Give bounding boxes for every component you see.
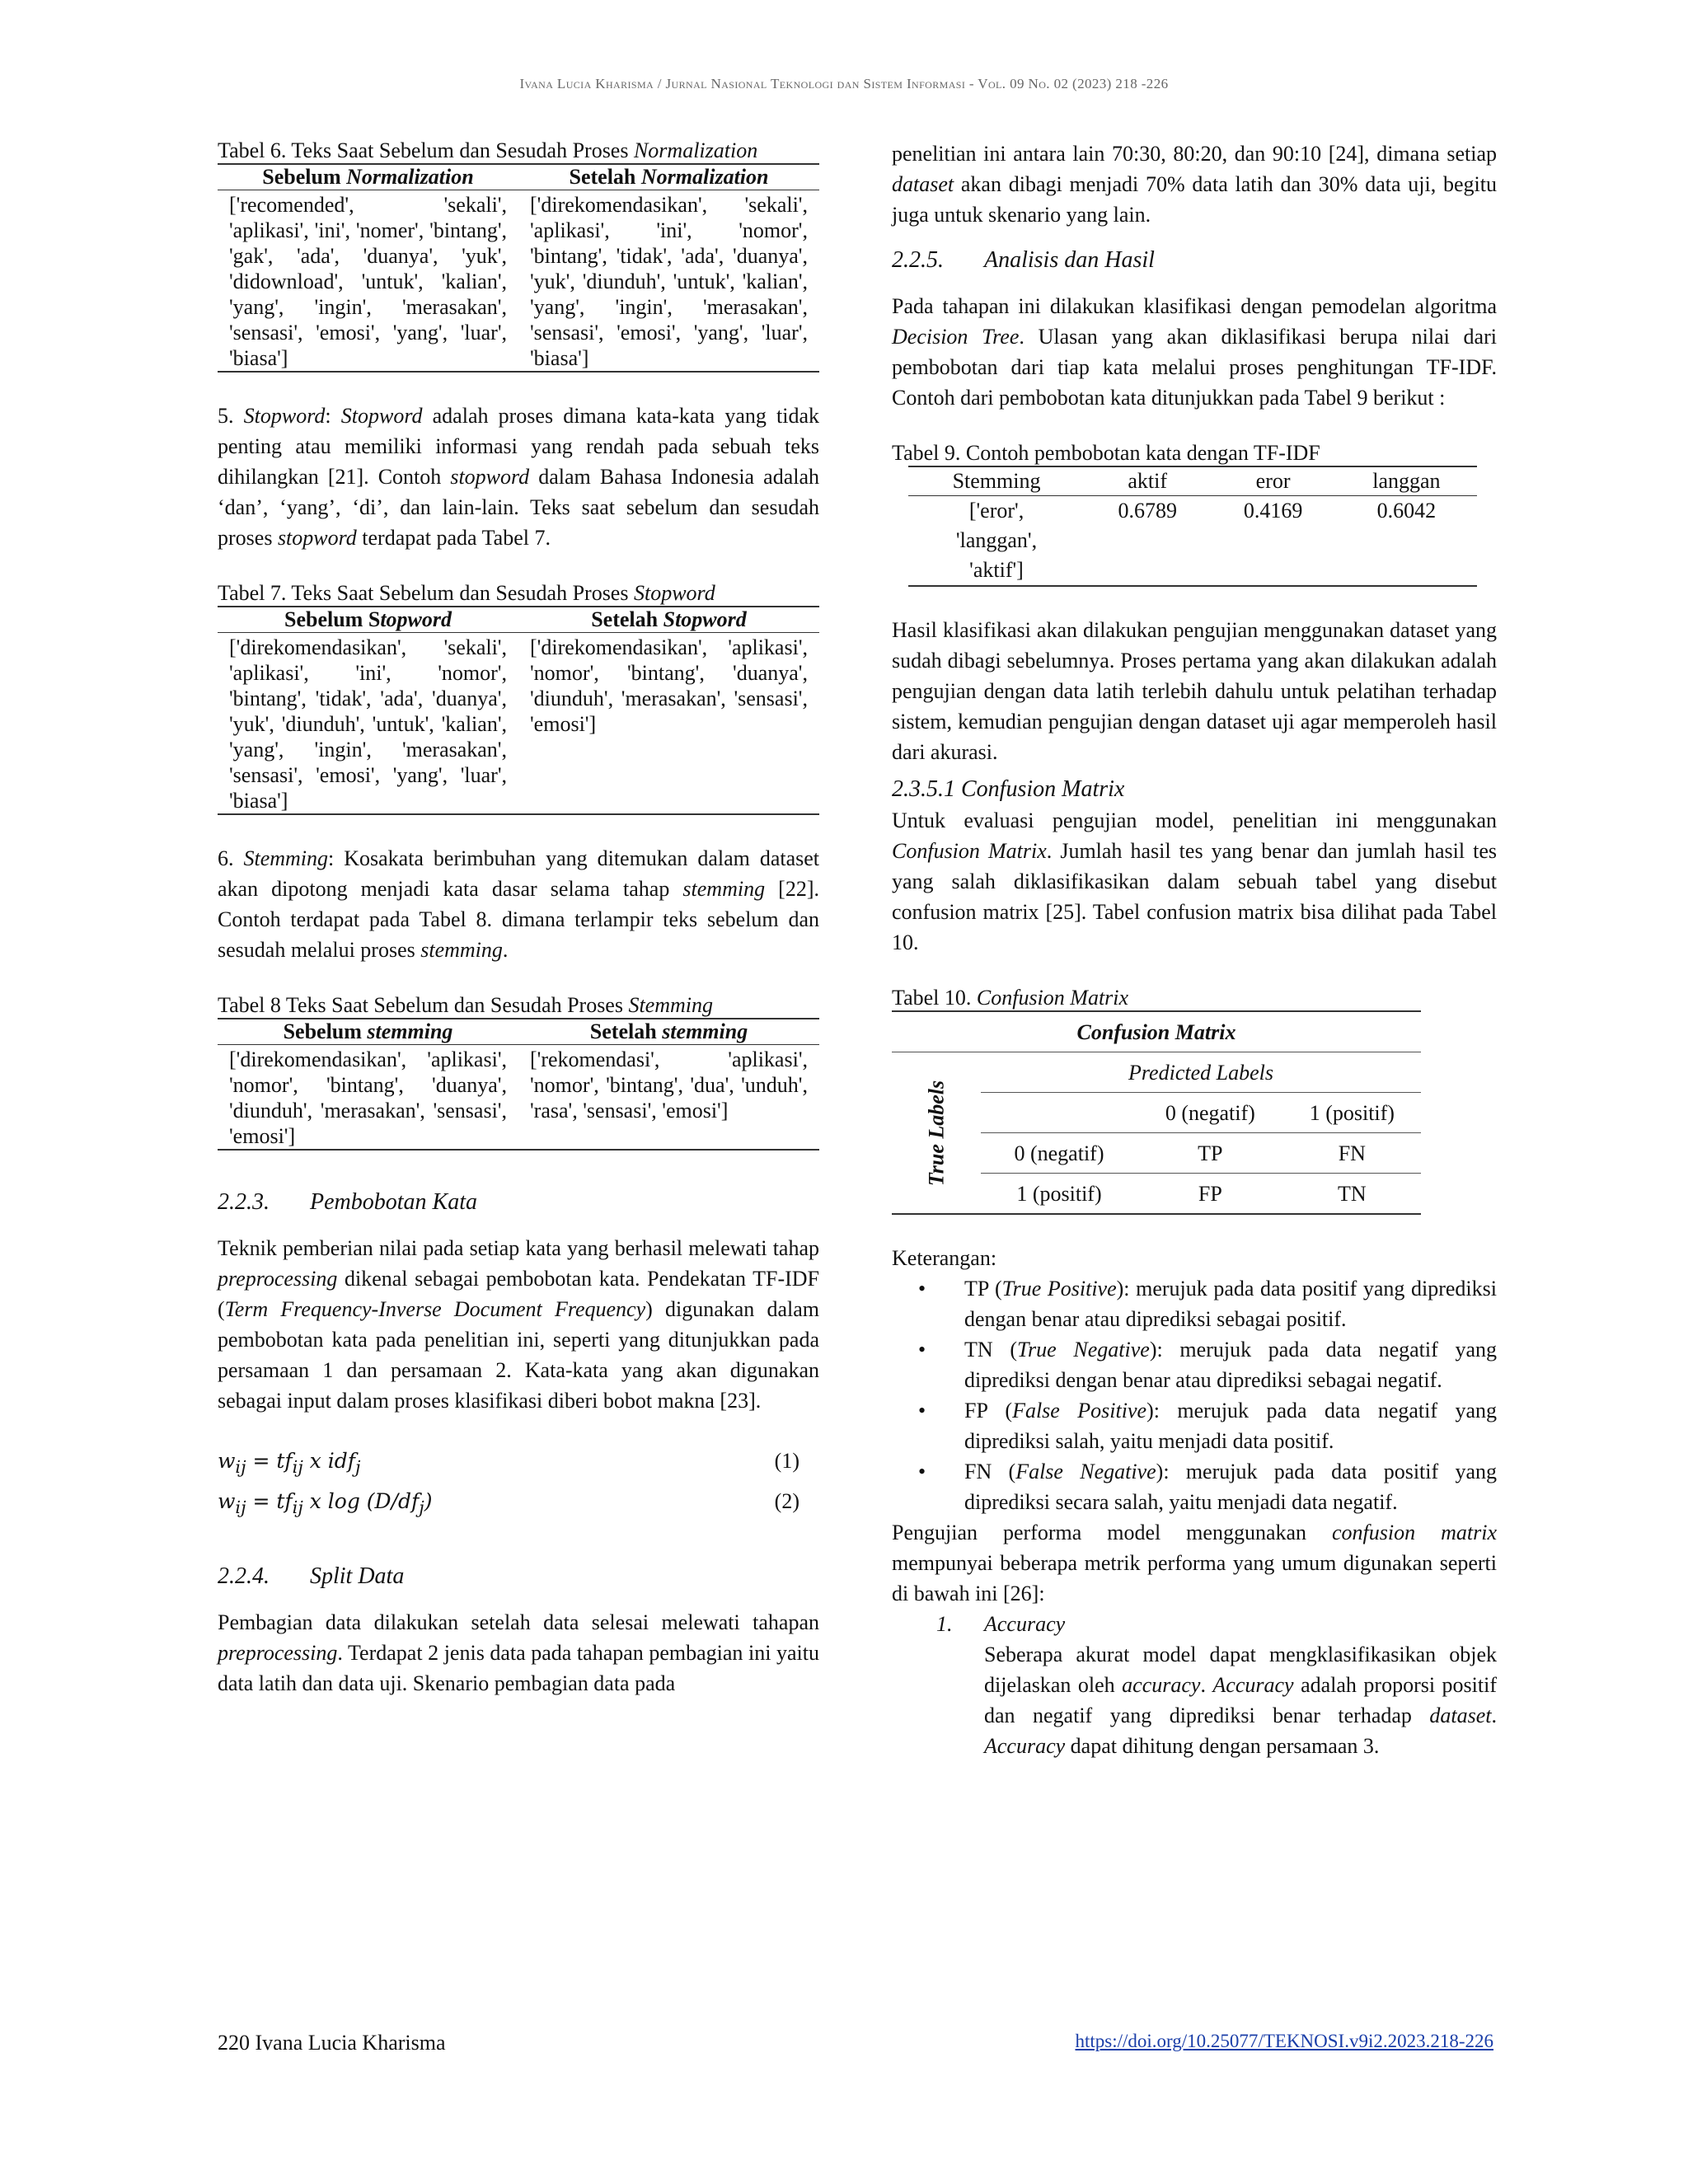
section-2-2-4-heading: 2.2.4. Split Data: [218, 1563, 405, 1589]
list-item: • FP (False Positive): merujuk pada data negatif yang diprediksi salah, yaitu menjadi data positif.: [918, 1399, 1497, 1453]
cell-fp: FP: [1198, 1181, 1222, 1206]
cell-tp: TP: [1137, 1133, 1283, 1174]
predicted-labels-header: Predicted Labels: [981, 1052, 1421, 1093]
table-8-cell-after: ['rekomendasi', 'aplikasi', 'nomor', 'bintang', 'dua', 'unduh', 'rasa', 'sensasi', 'emosi']: [530, 1047, 808, 1122]
table-9-header-aktif: aktif: [1085, 466, 1210, 496]
table-7-caption: Tabel 7. Teks Saat Sebelum dan Sesudah Proses Stopword: [218, 581, 715, 605]
confusion-matrix-title: Confusion Matrix: [892, 1011, 1421, 1052]
table-7-cell-after: ['direkomendasikan', 'aplikasi', 'nomor', 'bintang', 'duanya', 'diunduh', 'merasakan', 'sensasi', 'emosi']: [530, 635, 808, 736]
right-column: [892, 138, 1497, 1761]
table-10-caption: Tabel 10. Confusion Matrix: [892, 986, 1129, 1010]
section-2-2-5-heading: 2.2.5. Analisis dan Hasil: [892, 247, 1155, 273]
list-item: • TN (True Negative): merujuk pada data negatif yang diprediksi dengan benar atau diprediksi sebagai negatif.: [918, 1338, 1498, 1392]
results-paragraph: Hasil klasifikasi akan dilakukan pengujian menggunakan dataset yang sudah dibagi sebelumnya. Proses pertama yang akan dilakukan adalah pengujian dengan data latih terlebih dahulu untuk pelatihan terhadap sistem, kemudian pengujian dengan dataset uji agar memperoleh hasil dari akurasi.: [892, 618, 1497, 764]
table-9-cell-stemming: ['eror', 'langgan', 'aktif']: [955, 499, 1038, 582]
row-header-positive: 1 (positif): [1016, 1181, 1102, 1206]
table-9: [908, 466, 1477, 587]
stopword-paragraph: 5. Stopword: Stopword adalah proses dimana kata-kata yang tidak penting atau memiliki informasi yang rendah pada sebuah teks dihilangkan [21]. Contoh stopword dalam Bahasa Indonesia adalah ‘dan’, ‘yang’, ‘di’, dan lain-lain. Teks saat sebelum dan sesudah proses stopword terdapat pada Tabel 7.: [218, 404, 819, 550]
left-column: [218, 138, 819, 1699]
true-labels-axis: True Labels: [924, 1080, 949, 1186]
running-header: Ivana Lucia Kharisma / Jurnal Nasional Teknologi dan Sistem Informasi - Vol. 09 No. 02 (2023) 218 -226: [519, 76, 1169, 91]
list-item: • TP (True Positive): merujuk pada data positif yang diprediksi dengan benar atau diprediksi sebagai positif.: [918, 1277, 1497, 1331]
split-data-paragraph: Pembagian data dilakukan setelah data selesai melewati tahapan preprocessing. Terdapat 2 jenis data pada tahapan pembagian ini yaitu data latih dan data uji. Skenario pembagian data pada: [218, 1610, 819, 1695]
col-header-negative: 0 (negatif): [1137, 1093, 1283, 1133]
table-6: [218, 163, 819, 373]
split-data-continued: penelitian ini antara lain 70:30, 80:20, dan 90:10 [24], dimana setiap dataset akan dibagi menjadi 70% data latih dan 30% data uji, begitu juga untuk skenario yang lain.: [892, 142, 1497, 227]
stemming-paragraph: 6. Stemming: Kosakata berimbuhan yang ditemukan dalam dataset akan dipotong menjadi kata dasar selama tahap stemming [22]. Contoh terdapat pada Tabel 8. dimana terlampir teks sebelum dan sesudah melalui proses stemming.: [218, 846, 820, 962]
table-9-header-eror: eror: [1210, 466, 1335, 496]
table-10-confusion-matrix: [892, 1010, 1421, 1215]
keterangan-label: Keterangan:: [892, 1246, 997, 1270]
section-2-2-3-heading: 2.2.3. Pembobotan Kata: [218, 1189, 477, 1215]
col-header-positive: 1 (positif): [1283, 1093, 1421, 1133]
table-8: [218, 1018, 819, 1151]
table-6-cell-after: ['direkomendasikan', 'sekali', 'aplikasi', 'ini', 'nomor', 'bintang', 'tidak', 'ada', 'duanya', 'yuk', 'diunduh', 'untuk', 'kalian', 'yang', 'ingin', 'merasakan', 'sensasi', 'emosi', 'yang', 'luar', 'biasa']: [530, 193, 808, 370]
table-9-header-langgan: langgan: [1336, 466, 1477, 496]
page-footer-author: 220 Ivana Lucia Kharisma: [218, 2031, 446, 2055]
table-8-header-after: Setelah stemming: [518, 1019, 819, 1045]
weighting-paragraph: Teknik pemberian nilai pada setiap kata yang berhasil melewati tahap preprocessing dikenal sebagai pembobotan kata. Pendekatan TF-IDF (Term Frequency-Inverse Document Frequency) digunakan dalam pembobotan kata pada penelitian ini, seperti yang ditunjukkan pada persamaan 1 dan persamaan 2. Kata-kata yang akan digunakan sebagai input dalam proses klasifikasi diberi bobot makna [23].: [218, 1236, 819, 1413]
confusion-matrix-paragraph: Untuk evaluasi pengujian model, penelitian ini menggunakan Confusion Matrix. Jumlah hasil tes yang benar dan jumlah hasil tes yang salah diklasifikasikan dalam sebuah tabel yang disebut confusion matrix [25]. Tabel confusion matrix bisa dilihat pada Tabel 10.: [892, 808, 1498, 954]
list-item: • FN (False Negative): merujuk pada data positif yang diprediksi secara salah, yaitu menjadi data negatif.: [918, 1460, 1497, 1514]
cell-tn: TN: [1337, 1181, 1367, 1206]
table-9-cell-eror: 0.4169: [1243, 499, 1303, 523]
cell-fn: FN: [1283, 1133, 1421, 1174]
table-9-caption: Tabel 9. Contoh pembobotan kata dengan TF-IDF: [892, 441, 1320, 465]
equation-2: $w_{ij} = tf_{ij}$ x $\log (D/df_j)$ (2): [218, 1484, 819, 1525]
equation-1: $w_{ij} = tf_{ij}$ x idf$_j$ (1): [218, 1444, 819, 1484]
table-9-cell-aktif: 0.6789: [1118, 499, 1177, 523]
table-7: [218, 606, 819, 815]
table-7-cell-before: ['direkomendasikan', 'sekali', 'aplikasi', 'ini', 'nomor', 'bintang', 'tidak', 'ada', 'duanya', 'yuk', 'diunduh', 'untuk', 'kalian', 'yang', 'ingin', 'merasakan', 'sensasi', 'emosi', 'yang', 'luar', 'biasa']: [229, 635, 507, 813]
table-8-cell-before: ['direkomendasikan', 'aplikasi', 'nomor', 'bintang', 'duanya', 'diunduh', 'merasakan', 'sensasi', 'emosi']: [229, 1047, 507, 1148]
row-header-negative: 0 (negatif): [981, 1133, 1137, 1174]
equation-1-number: (1): [774, 1449, 799, 1473]
doi-link[interactable]: https://doi.org/10.25077/TEKNOSI.v9i2.2023.218-226: [1075, 2031, 1493, 2051]
section-2-3-5-1-heading: 2.3.5.1 Confusion Matrix: [892, 776, 1125, 802]
accuracy-paragraph: Seberapa akurat model dapat mengklasifikasikan objek dijelaskan oleh accuracy. Accuracy adalah proporsi positif dan negatif yang diprediksi benar terhadap dataset. Accuracy dapat dihitung dengan persamaan 3.: [984, 1643, 1497, 1758]
table-7-header-before: Sebelum Stopword: [218, 607, 518, 633]
analysis-paragraph: Pada tahapan ini dilakukan klasifikasi dengan pemodelan algoritma Decision Tree. Ulasan yang akan diklasifikasi berupa nilai dari pembobotan dari tiap kata melalui proses penghitungan TF-IDF. Contoh dari pembobotan kata ditunjukkan pada Tabel 9 berikut :: [892, 294, 1497, 410]
table-7-header-after: Setelah Stopword: [518, 607, 819, 633]
table-8-header-before: Sebelum stemming: [218, 1019, 518, 1045]
table-6-header-after: Setelah Normalization: [518, 164, 819, 190]
matrix-corner-cell: [981, 1093, 1137, 1133]
equation-2-number: (2): [774, 1489, 799, 1513]
table-8-caption: Tabel 8 Teks Saat Sebelum dan Sesudah Proses Stemming: [218, 993, 714, 1017]
table-6-cell-before: ['recomended', 'sekali', 'aplikasi', 'ini', 'nomer', 'bintang', 'gak', 'ada', 'duanya', 'yuk', 'didownload', 'untuk', 'kalian', 'yang', 'ingin', 'merasakan', 'sensasi', 'emosi', 'yang', 'luar', 'biasa']: [229, 193, 507, 370]
performance-paragraph: Pengujian performa model menggunakan confusion matrix mempunyai beberapa metrik performa yang umum digunakan seperti di bawah ini [26]:: [892, 1521, 1497, 1605]
table-9-cell-langgan: 0.6042: [1376, 499, 1437, 523]
accuracy-list-item: 1. Accuracy: [936, 1612, 1066, 1636]
table-9-header-stemming: Stemming: [908, 466, 1085, 496]
confusion-terms-list: [892, 1273, 1497, 1517]
table-6-caption: Tabel 6. Teks Saat Sebelum dan Sesudah Proses Normalization: [218, 138, 758, 162]
table-6-header-before: Sebelum Normalization: [218, 164, 518, 190]
